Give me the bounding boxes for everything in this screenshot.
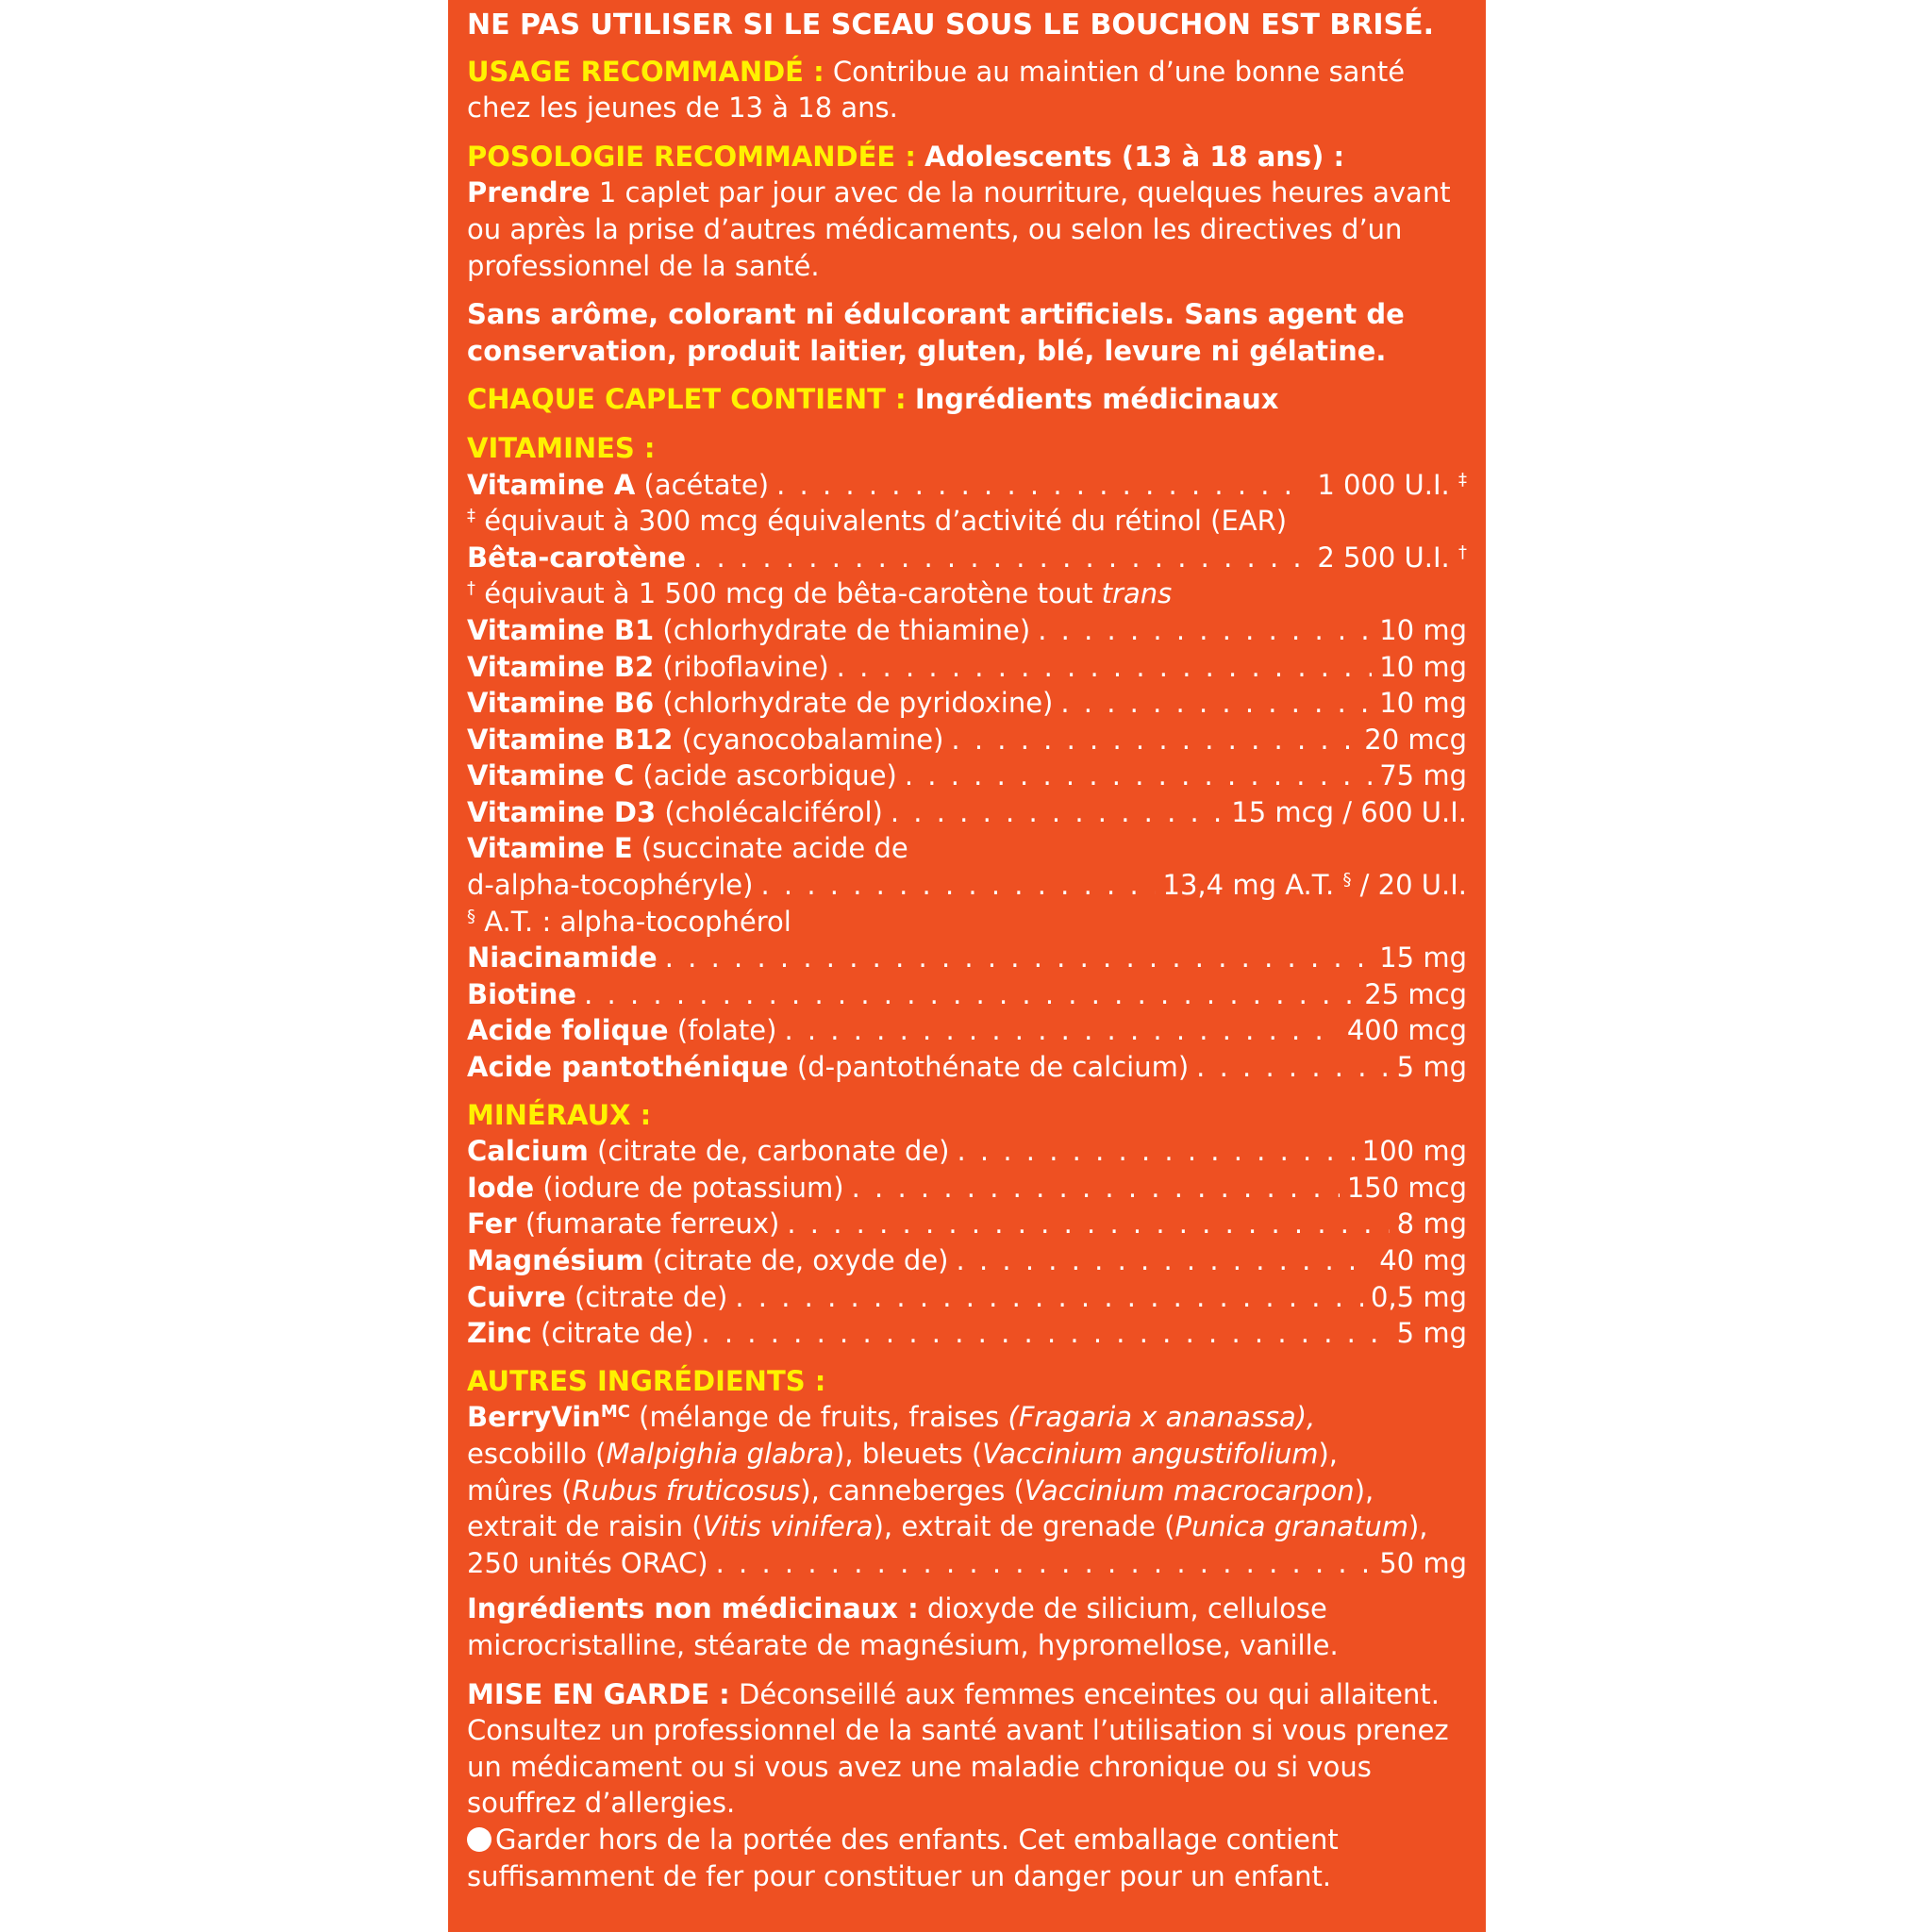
other-ingredients-heading: AUTRES INGRÉDIENTS : <box>467 1364 826 1397</box>
ingredient-name: Vitamine B12 <box>467 723 674 756</box>
ingredient-name: Vitamine B2 <box>467 650 655 683</box>
berryvin-name: BerryVin <box>467 1401 601 1434</box>
posologie-bold: Adolescents (13 à 18 ans) : Prendre <box>467 140 1345 209</box>
usage-label: USAGE RECOMMANDÉ : <box>467 55 824 88</box>
ingredient-name: Niacinamide <box>467 941 658 974</box>
ingredient-row-b2 <box>467 649 1467 686</box>
ingredient-source: (succinate acide de <box>641 832 908 865</box>
ingredient-row-folique <box>467 1012 1467 1049</box>
ingredient-source: (cyanocobalamine) <box>681 723 944 756</box>
leader-dots <box>1196 1049 1390 1086</box>
leader-dots <box>760 867 1155 904</box>
ingredient-name: Vitamine B1 <box>467 613 655 646</box>
leader-dots <box>957 1242 1373 1279</box>
chaque-label: CHAQUE CAPLET CONTIENT : <box>467 383 907 416</box>
ingredient-value-alt: / 20 U.I. <box>1359 869 1467 902</box>
chaque-section <box>467 381 1467 418</box>
ingredient-value: 75 mg <box>1379 759 1467 792</box>
caution-text: Déconseillé aux femmes enceintes ou qui allaitent. Consultez un professionnel de la santé avant l’utilisation si vous prenez un médicament ou si vous avez une maladie chronique ou si vous souffrez d’allergies. <box>467 1677 1449 1820</box>
ingredient-name: Vitamine B6 <box>467 687 655 720</box>
berryvin-text: mûres ( <box>467 1474 573 1507</box>
latin-name: Vitis vinifera <box>702 1510 874 1543</box>
ingredient-value: 10 mg <box>1379 650 1467 683</box>
orac-label: 250 unités ORAC) <box>467 1546 708 1579</box>
ingredient-source: (citrate de) <box>574 1280 728 1313</box>
ingredient-row-zinc <box>467 1315 1467 1352</box>
footnote-mark: † <box>1458 541 1467 562</box>
ingredient-row-b12 <box>467 722 1467 758</box>
ingredient-value: 2 500 U.I. <box>1317 541 1450 574</box>
footnote-mark: § <box>467 906 475 926</box>
ingredient-row-beta-carotene <box>467 540 1467 576</box>
leader-dots <box>837 649 1373 686</box>
ingredient-name: Vitamine A <box>467 468 636 501</box>
ingredient-row-e-line2 <box>467 867 1467 904</box>
footnote-beta-carotene <box>467 575 1467 612</box>
latin-name: Malpighia glabra <box>606 1437 834 1470</box>
non-medicinal-label: Ingrédients non médicinaux : <box>467 1592 919 1625</box>
footnote-mark: ‡ <box>1458 469 1467 490</box>
ingredient-value: 20 mcg <box>1364 723 1467 756</box>
ingredient-source: (citrate de, carbonate de) <box>597 1135 950 1168</box>
berryvin-text: (mélange de fruits, fraises <box>639 1401 1000 1434</box>
leader-dots <box>584 976 1357 1013</box>
ingredient-name: Acide folique <box>467 1014 669 1047</box>
latin-name: Punica granatum <box>1174 1510 1408 1543</box>
footnote-mark: ‡ <box>467 506 475 526</box>
ingredient-source: (acétate) <box>643 468 770 501</box>
footnote-vitamin-a <box>467 503 1467 540</box>
usage-section <box>467 54 1467 126</box>
ingredient-name: Iode <box>467 1171 535 1204</box>
latin-name: Vaccinium macrocarpon <box>1024 1474 1355 1507</box>
ingredient-row-e-line1 <box>467 830 1467 867</box>
ingredient-source: (riboflavine) <box>662 650 829 683</box>
ingredient-value: 0,5 mg <box>1371 1280 1467 1313</box>
leader-dots <box>951 722 1357 758</box>
ingredient-name: Magnésium <box>467 1244 644 1276</box>
ingredient-source: (chlorhydrate de thiamine) <box>662 613 1031 646</box>
leader-dots <box>716 1545 1373 1582</box>
ingredient-name: Cuivre <box>467 1280 566 1313</box>
ingredient-source: (d-pantothénate de calcium) <box>796 1051 1190 1084</box>
ingredient-row-orac <box>467 1545 1467 1582</box>
ingredient-source: (chlorhydrate de pyridoxine) <box>662 687 1054 720</box>
ingredient-row-b6 <box>467 685 1467 722</box>
ingredient-source: (citrate de, oxyde de) <box>652 1244 949 1276</box>
ingredient-name: Calcium <box>467 1135 589 1168</box>
ingredient-row-c <box>467 758 1467 794</box>
label-panel <box>448 0 1486 1932</box>
bullet-dot-icon <box>467 1827 491 1852</box>
ingredient-source: (cholécalciférol) <box>664 795 883 828</box>
ingredient-name: Zinc <box>467 1317 532 1350</box>
footnote-text: équivaut à 300 mcg équivalents d’activité du rétinol (EAR) <box>484 505 1288 538</box>
berryvin-text: ), <box>1407 1510 1428 1543</box>
leader-dots <box>957 1133 1354 1170</box>
caution-bullet-text: Garder hors de la portée des enfants. Cet emballage contient suffisamment de fer pour constituer un danger pour un enfant. <box>467 1823 1339 1892</box>
usage-text: Contribue au maintien d’une bonne santé chez les jeunes de 13 à 18 ans. <box>467 55 1406 125</box>
minerals-heading: MINÉRAUX : <box>467 1098 652 1131</box>
ingredient-row-pantothenique <box>467 1049 1467 1086</box>
ingredient-name: Vitamine C <box>467 759 635 792</box>
leader-dots <box>776 467 1309 504</box>
leader-dots <box>665 940 1373 976</box>
latin-name: Vaccinium angustifolium <box>982 1437 1319 1470</box>
berryvin-text: escobillo ( <box>467 1437 607 1470</box>
free-from-statement: Sans arôme, colorant ni édulcorant artificiels. Sans agent de conservation, produit laitier, gluten, blé, levure ni gélatine. <box>467 298 1405 367</box>
leader-dots <box>784 1012 1339 1049</box>
ingredient-source: d-alpha-tocophéryle) <box>467 869 754 902</box>
ingredient-value: 150 mcg <box>1346 1171 1467 1204</box>
ingredient-name: Acide pantothénique <box>467 1051 789 1084</box>
footnote-mark: † <box>467 578 475 599</box>
leader-dots <box>1038 612 1372 649</box>
ingredient-value: 15 mg <box>1379 941 1467 974</box>
ingredient-row-biotine <box>467 976 1467 1013</box>
leader-dots <box>1060 685 1372 722</box>
ingredient-row-fer <box>467 1206 1467 1242</box>
leader-dots <box>693 540 1309 576</box>
caution-section <box>467 1676 1467 1895</box>
caution-label: MISE EN GARDE : <box>467 1677 730 1710</box>
footnote-text: équivaut à 1 500 mcg de bêta-carotène tout <box>484 577 1093 610</box>
leader-dots <box>735 1279 1363 1316</box>
ingredient-row-vitamin-a <box>467 467 1467 504</box>
latin-name: Rubus fruticosus <box>572 1474 801 1507</box>
ingredient-value: 13,4 mg A.T. <box>1162 869 1335 902</box>
posologie-section <box>467 139 1467 284</box>
ingredient-row-iode <box>467 1170 1467 1207</box>
footnote-italic: trans <box>1101 577 1173 610</box>
ingredient-source: (folate) <box>676 1014 777 1047</box>
berryvin-block <box>467 1399 1467 1581</box>
posologie-text: 1 caplet par jour avec de la nourriture, quelques heures avant ou après la prise d’autres médicaments, ou selon les directives d’un professionnel de la santé. <box>467 176 1451 282</box>
latin-name: (Fragaria x ananassa), <box>1008 1401 1316 1434</box>
ingredient-value: 50 mg <box>1379 1546 1467 1579</box>
footnote-text: A.T. : alpha-tocophérol <box>484 905 791 938</box>
ingredient-row-niacinamide <box>467 940 1467 976</box>
ingredient-source: (citrate de) <box>541 1317 694 1350</box>
vitamins-heading: VITAMINES : <box>467 431 656 464</box>
ingredient-value: 8 mg <box>1396 1208 1467 1241</box>
ingredient-row-b1 <box>467 612 1467 649</box>
ingredient-value: 40 mg <box>1379 1244 1467 1276</box>
ingredient-source: (acide ascorbique) <box>642 759 897 792</box>
ingredient-value: 5 mg <box>1396 1317 1467 1350</box>
berryvin-text: ), bleuets ( <box>834 1437 983 1470</box>
ingredient-name: Biotine <box>467 977 577 1010</box>
ingredient-value: 100 mg <box>1361 1135 1467 1168</box>
ingredient-source: (iodure de potassium) <box>542 1171 844 1204</box>
caution-bullet <box>467 1822 1467 1894</box>
chaque-text: Ingrédients médicinaux <box>914 383 1279 416</box>
non-medicinal-text: dioxyde de silicium, cellulose microcristalline, stéarate de magnésium, hypromellose, vanille. <box>467 1592 1339 1661</box>
leader-dots <box>852 1170 1340 1207</box>
leader-dots <box>891 794 1224 831</box>
berryvin-text: ), extrait de grenade ( <box>873 1510 1175 1543</box>
ingredient-name: Vitamine E <box>467 832 633 865</box>
ingredient-value: 25 mcg <box>1364 977 1467 1010</box>
ingredient-row-calcium <box>467 1133 1467 1170</box>
ingredient-source: (fumarate ferreux) <box>525 1208 780 1241</box>
ingredient-value: 10 mg <box>1379 687 1467 720</box>
ingredient-name: Vitamine D3 <box>467 795 657 828</box>
ingredient-value: 1 000 U.I. <box>1317 468 1450 501</box>
trademark-mark: MC <box>600 1402 630 1423</box>
leader-dots <box>905 758 1372 794</box>
berryvin-text: ), canneberges ( <box>800 1474 1024 1507</box>
ingredient-value: 400 mcg <box>1346 1014 1467 1047</box>
berryvin-text: ), <box>1354 1474 1374 1507</box>
footnote-vitamin-e <box>467 904 1467 941</box>
berryvin-text: extrait de raisin ( <box>467 1510 703 1543</box>
ingredient-value: 5 mg <box>1396 1051 1467 1084</box>
ingredient-row-d3 <box>467 794 1467 831</box>
ingredient-name: Fer <box>467 1208 517 1241</box>
posologie-label: POSOLOGIE RECOMMANDÉE : <box>467 140 916 173</box>
ingredient-name: Bêta-carotène <box>467 541 687 574</box>
footnote-mark: § <box>1342 870 1352 891</box>
leader-dots <box>701 1315 1389 1352</box>
berryvin-text: ), <box>1318 1437 1338 1470</box>
ingredient-value: 15 mcg / 600 U.I. <box>1231 795 1467 828</box>
leader-dots <box>787 1206 1389 1242</box>
non-medicinal-section <box>467 1591 1467 1663</box>
ingredient-value: 10 mg <box>1379 613 1467 646</box>
ingredient-row-magnesium <box>467 1242 1467 1279</box>
seal-warning: NE PAS UTILISER SI LE SCEAU SOUS LE BOUCHON EST BRISÉ. <box>467 8 1435 42</box>
ingredient-row-cuivre <box>467 1279 1467 1316</box>
